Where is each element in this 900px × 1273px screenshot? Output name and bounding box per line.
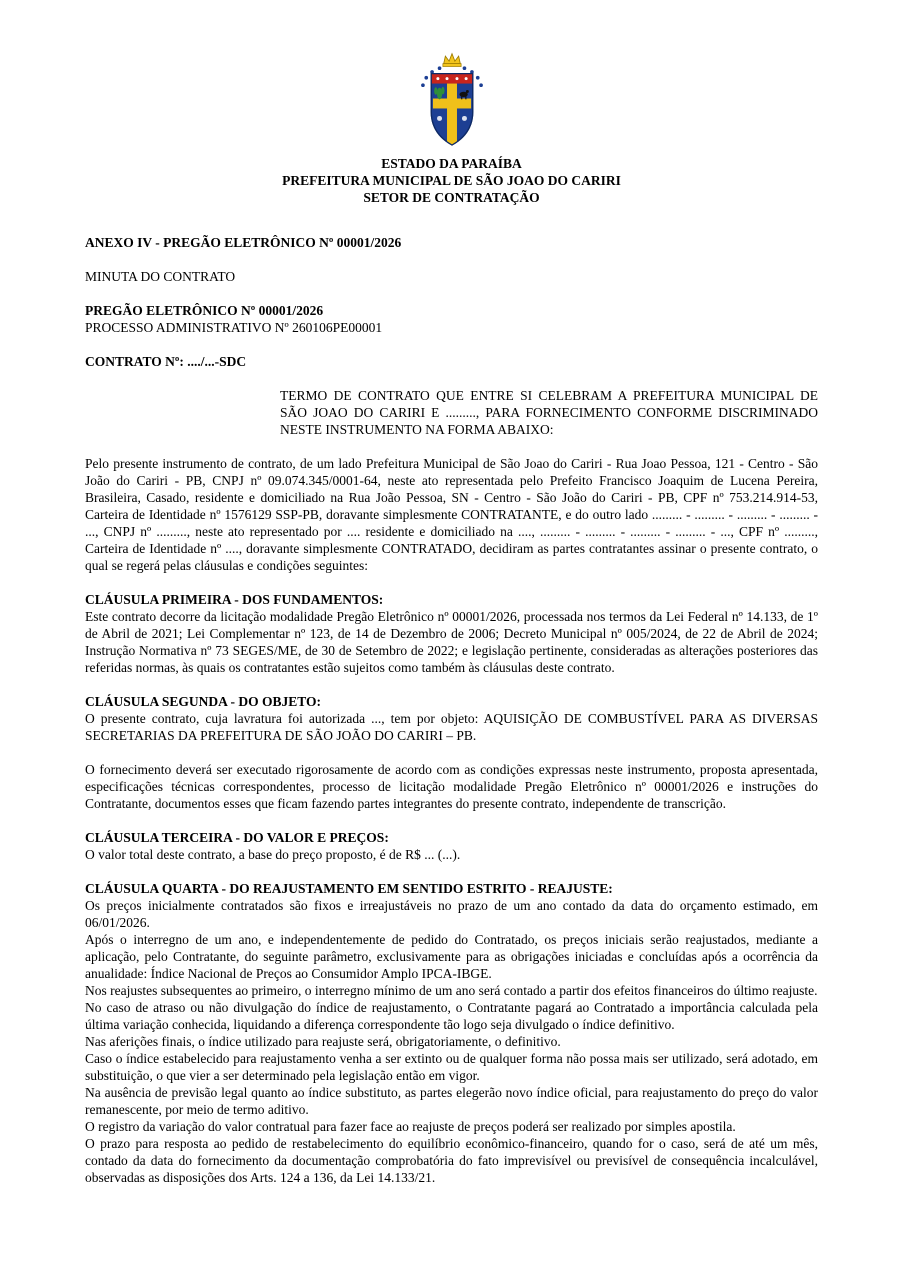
- clause-3: [85, 829, 818, 863]
- preamble-paragraph: Pelo presente instrumento de contrato, de um lado Prefeitura Municipal de São Joao do Cariri - Rua Joao Pessoa, 121 - Centro - São João do Cariri - PB, CNPJ nº 09.074.345/0001-64, neste ato representada pelo Prefeito Francisco Joaquim de Lucena Pereira, Brasileira, Casado, residente e domiciliado na Rua João Pessoa, SN - Centro - São João do Cariri - PB, CPF nº 753.214.914-53, Carteira de Identidade nº 1576129 SSP-PB, doravante simplesmente CONTRATANTE, e do outro lado ......... - ......... - ......... - ......... - ..., CNPJ nº ........., neste ato representado por .... residente e domiciliado na ...., ......... - ......... - ......... - ......... - ..., CPF nº ........., Carteira de Identidade nº ...., doravante simplesmente CONTRATADO, decidiram as partes contratantes assinar o presente contrato, o qual se regerá pelas cláusulas e condições seguintes:: [85, 456, 818, 573]
- termo-block: TERMO DE CONTRATO QUE ENTRE SI CELEBRAM A PREFEITURA MUNICIPAL DE SÃO JOAO DO CARIRI E ........., PARA FORNECIMENTO CONFORME DISCRIMINADO NESTE INSTRUMENTO NA FORMA ABAIXO:: [280, 388, 818, 437]
- process-block: [85, 302, 818, 336]
- minuta-label: MINUTA DO CONTRATO: [85, 269, 236, 284]
- clause-4-paragraph: Nos reajustes subsequentes ao primeiro, o interregno mínimo de um ano será contado a partir dos efeitos financeiros do último reajuste.: [85, 983, 818, 998]
- clause-4-title: CLÁUSULA QUARTA - DO REAJUSTAMENTO EM SENTIDO ESTRITO - REAJUSTE:: [85, 881, 613, 896]
- header-municipality: PREFEITURA MUNICIPAL DE SÃO JOAO DO CARIRI: [282, 173, 621, 188]
- clause-1-body: Este contrato decorre da licitação modalidade Pregão Eletrônico nº 00001/2026, processada nos termos da Lei Federal nº 14.133, de 1º de Abril de 2021; Lei Complementar nº 123, de 14 de Dezembro de 2006; Decreto Municipal nº 005/2024, de 22 de Abril de 2024; Instrução Normativa nº 73 SEGES/ME, de 30 de Setembro de 2022; e legislação pertinente, consideradas as alterações posteriores das referidas normas, às quais os contratantes estão sujeitos como também às cláusulas deste contrato.: [85, 609, 818, 675]
- coat-of-arms-container: [85, 52, 818, 150]
- header-state: ESTADO DA PARAÍBA: [381, 156, 522, 171]
- clause-4-paragraph: Na ausência de previsão legal quanto ao índice substituto, as partes elegerão novo índice oficial, para reajustamento do preço do valor remanescente, por meio de termo aditivo.: [85, 1085, 818, 1117]
- clause-2: [85, 693, 818, 812]
- contract-number-line: CONTRATO Nº: ..../...-SDC: [85, 354, 247, 369]
- clause-1: [85, 591, 818, 676]
- clause-3-title: CLÁUSULA TERCEIRA - DO VALOR E PREÇOS:: [85, 830, 389, 845]
- processo-line: PROCESSO ADMINISTRATIVO Nº 260106PE00001: [85, 320, 383, 335]
- clause-2-body: O presente contrato, cuja lavratura foi autorizada ..., tem por objeto: AQUISIÇÃO DE COMBUSTÍVEL PARA AS DIVERSAS SECRETARIAS DA PREFEITURA DE SÃO JOÃO DO CARIRI – PB.: [85, 711, 818, 743]
- anexo-title: ANEXO IV - PREGÃO ELETRÔNICO Nº 00001/2026: [85, 235, 402, 250]
- clause-4-paragraph: No caso de atraso ou não divulgação do índice de reajustamento, o Contratante pagará ao Contratado a importância calculada pela última variação conhecida, liquidando a diferença correspondente tão logo seja divulgado o índice definitivo.: [85, 1000, 818, 1032]
- clause-1-title: CLÁUSULA PRIMEIRA - DOS FUNDAMENTOS:: [85, 592, 384, 607]
- clause-4-paragraph: Os preços inicialmente contratados são fixos e irreajustáveis no prazo de um ano contado da data do orçamento estimado, em 06/01/2026.: [85, 898, 818, 930]
- clause-4-paragraph: O registro da variação do valor contratual para fazer face ao reajuste de preços poderá ser realizado por simples apostila.: [85, 1119, 736, 1134]
- clause-4-paragraph: Após o interregno de um ano, e independentemente de pedido do Contratado, os preços iniciais serão reajustados, mediante a aplicação, pelo Contratante, do seguinte parâmetro, exclusivamente para as obrigações iniciadas e concluídas após a ocorrência da anualidade: Índice Nacional de Preços ao Consumidor Amplo IPCA-IBGE.: [85, 932, 818, 981]
- clause-4: [85, 880, 818, 1186]
- header-department: SETOR DE CONTRATAÇÃO: [363, 190, 540, 205]
- clause-2-title: CLÁUSULA SEGUNDA - DO OBJETO:: [85, 694, 322, 709]
- clause-2-body-2: O fornecimento deverá ser executado rigorosamente de acordo com as condições expressas neste instrumento, proposta apresentada, especificações técnicas correspondentes, processo de licitação modalidade Pregão Eletrônico nº 00001/2026 e instruções do Contratante, documentos esses que ficam fazendo partes integrantes do presente contrato, independente de transcrição.: [85, 762, 818, 811]
- pregao-line: PREGÃO ELETRÔNICO Nº 00001/2026: [85, 303, 324, 318]
- clause-3-body: O valor total deste contrato, a base do preço proposto, é de R$ ... (...).: [85, 847, 461, 862]
- clause-4-paragraph: Nas aferições finais, o índice utilizado para reajuste será, obrigatoriamente, o definitivo.: [85, 1034, 561, 1049]
- clause-4-paragraph: Caso o índice estabelecido para reajustamento venha a ser extinto ou de qualquer forma não possa mais ser utilizado, será adotado, em substituição, o que vier a ser determinado pela legislação então em vigor.: [85, 1051, 818, 1083]
- coat-of-arms-icon: [406, 52, 498, 150]
- clause-4-paragraph: O prazo para resposta ao pedido de restabelecimento do equilíbrio econômico-financeiro, quando for o caso, será de até um mês, contado da data do fornecimento da documentação comprobatória do fato imprevisível ou previsível de consequência incalculável, observadas as disposições dos Arts. 124 a 136, da Lei 14.133/21.: [85, 1136, 818, 1185]
